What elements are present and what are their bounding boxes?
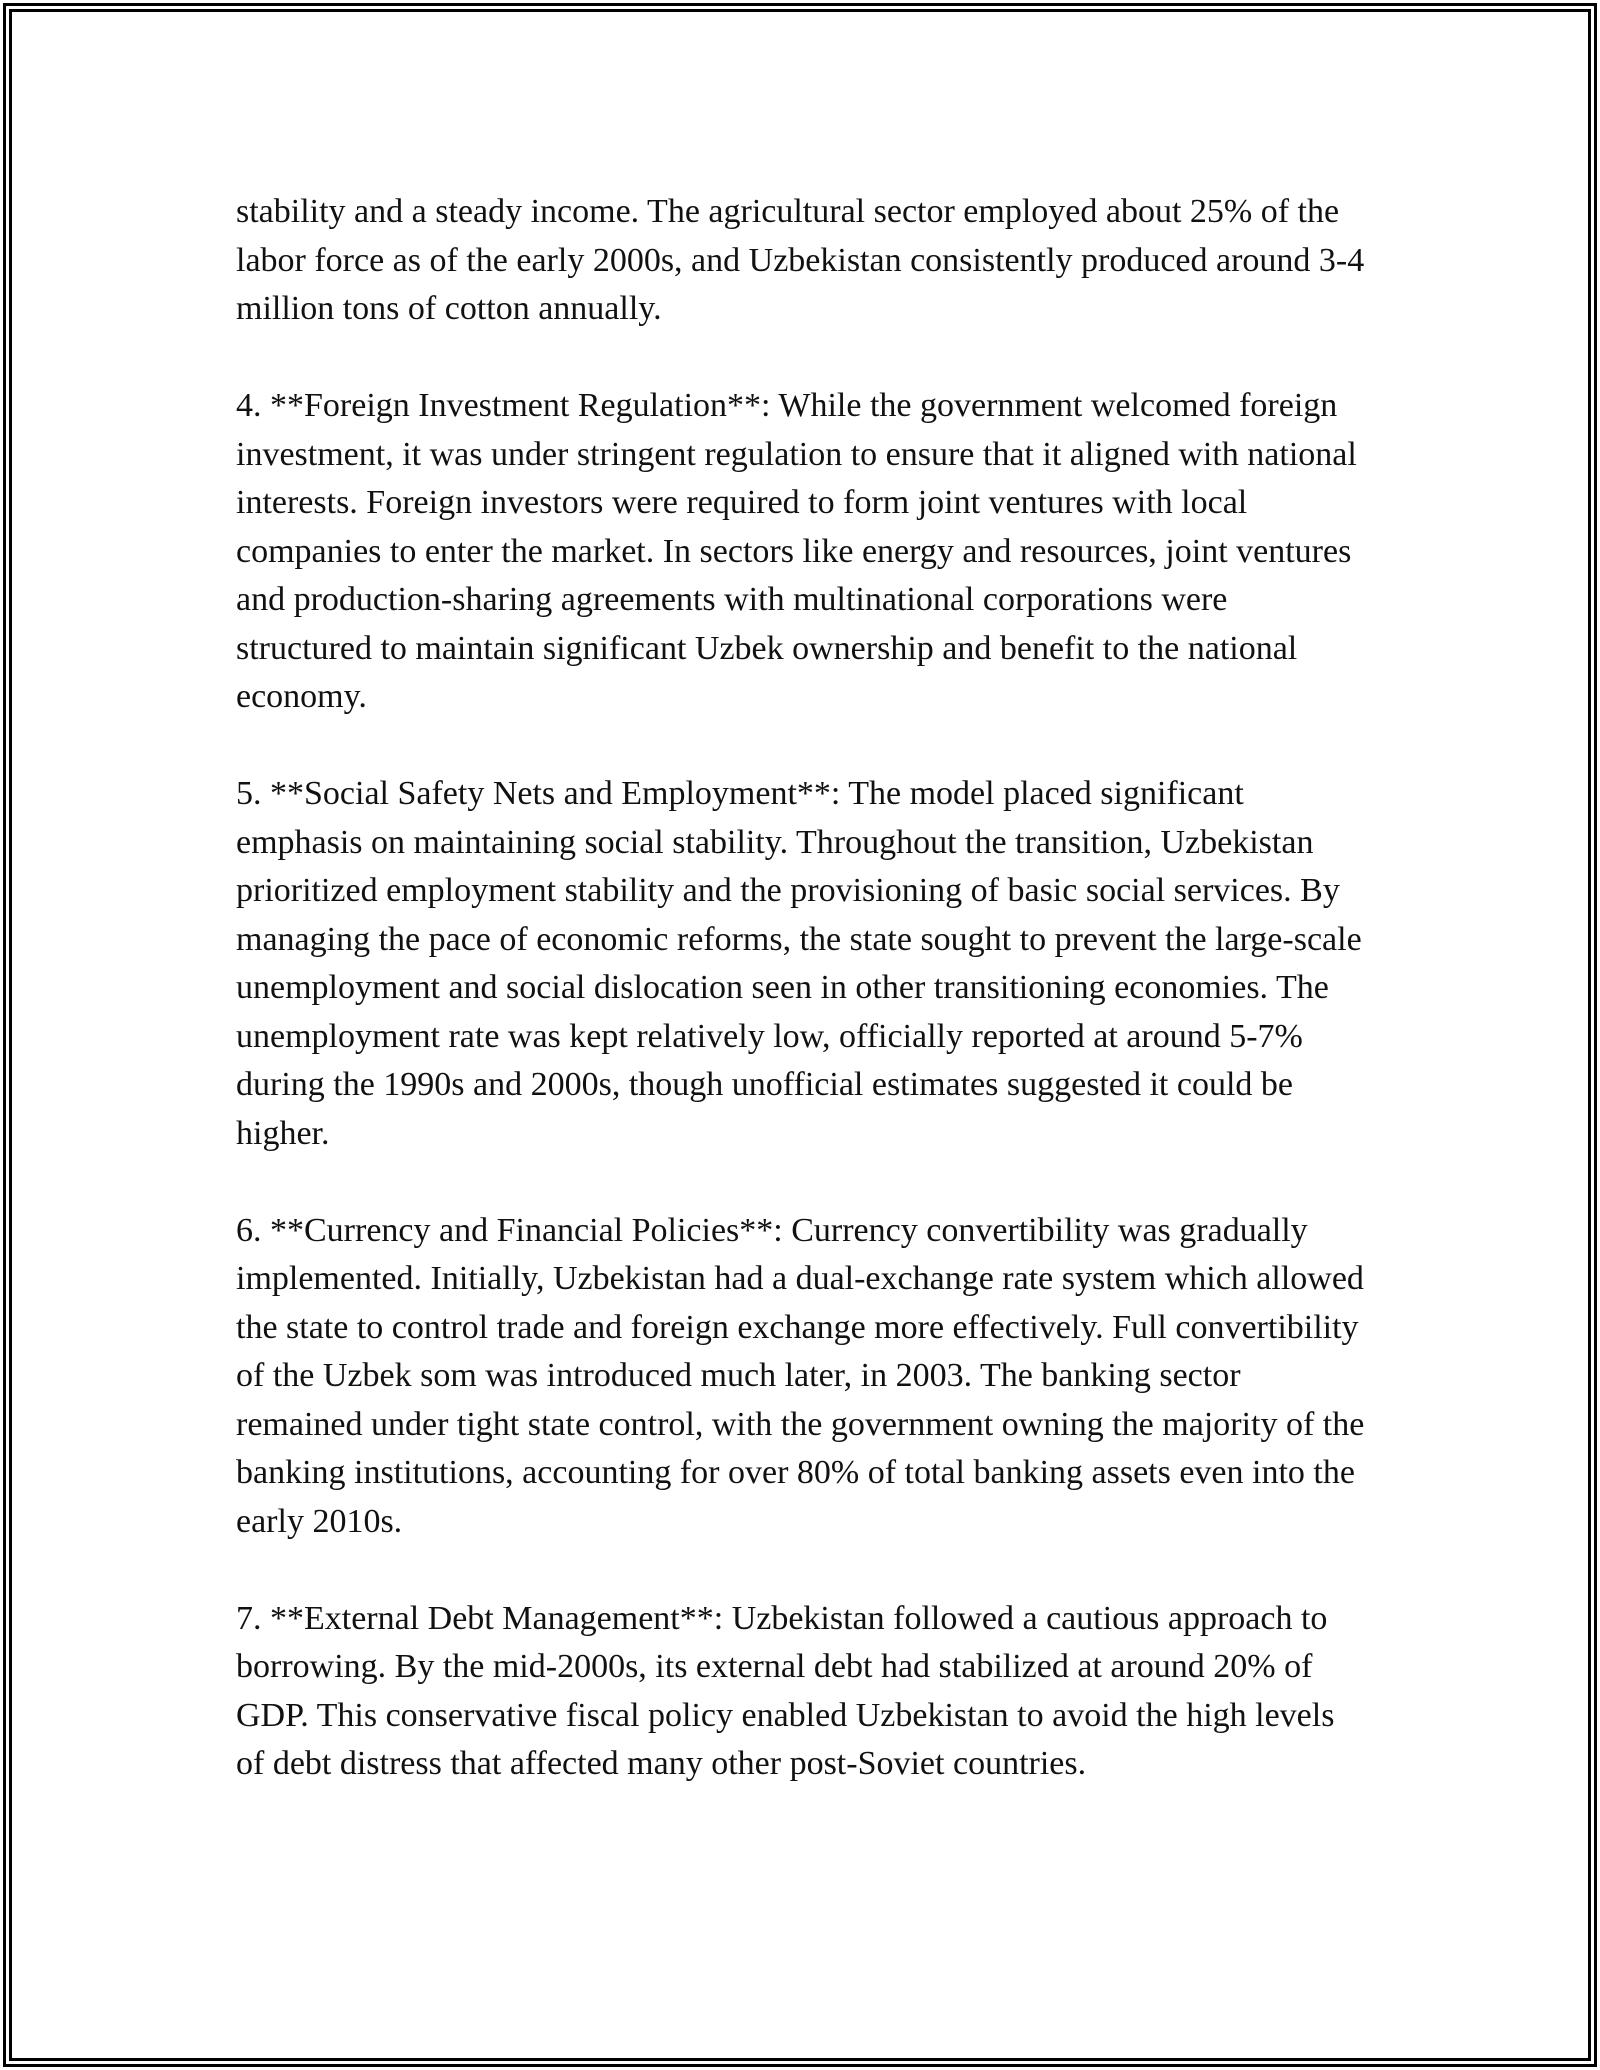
paragraph-foreign-investment-regulation: 4. **Foreign Investment Regulation**: While the government welcomed foreign investment, it was under stringent regulation to ensure that it aligned with national interests. Foreign investors were required to form joint ventures with local companies to enter the market. In sectors like energy and resources, joint ventures and production-sharing agreements with multinational corporations were structured to maintain significant Uzbek ownership and benefit to the national economy.: [236, 387, 1357, 715]
paragraph-social-safety-nets: 5. **Social Safety Nets and Employment**: The model placed significant emphasis on maintaining social stability. Throughout the transition, Uzbekistan prioritized employment stability and the provisioning of basic social services. By managing the pace of economic reforms, the state sought to prevent the large-scale unemployment and social dislocation seen in other transitioning economies. The unemployment rate was kept relatively low, officially reported at around 5-7% during the 1990s and 2000s, though unofficial estimates suggested it could be higher.: [236, 775, 1362, 1152]
document-body: [236, 188, 1371, 1837]
paragraph-agriculture-continuation: stability and a steady income. The agricultural sector employed about 25% of the labor force as of the early 2000s, and Uzbekistan consistently produced around 3-4 million tons of cotton annually.: [236, 193, 1365, 327]
paragraph-currency-financial-policies: 6. **Currency and Financial Policies**: Currency convertibility was gradually implemented. Initially, Uzbekistan had a dual-exchange rate system which allowed the state to control trade and foreign exchange more effectively. Full convertibility of the Uzbek som was introduced much later, in 2003. The banking sector remained under tight state control, with the government owning the majority of the banking institutions, accounting for over 80% of total banking assets even into the early 2010s.: [236, 1211, 1365, 1540]
paragraph-external-debt-management: 7. **External Debt Management**: Uzbekistan followed a cautious approach to borrowing. By the mid-2000s, its external debt had stabilized at around 20% of GDP. This conservative fiscal policy enabled Uzbekistan to avoid the high levels of debt distress that affected many other post-Soviet countries.: [236, 1599, 1335, 1782]
